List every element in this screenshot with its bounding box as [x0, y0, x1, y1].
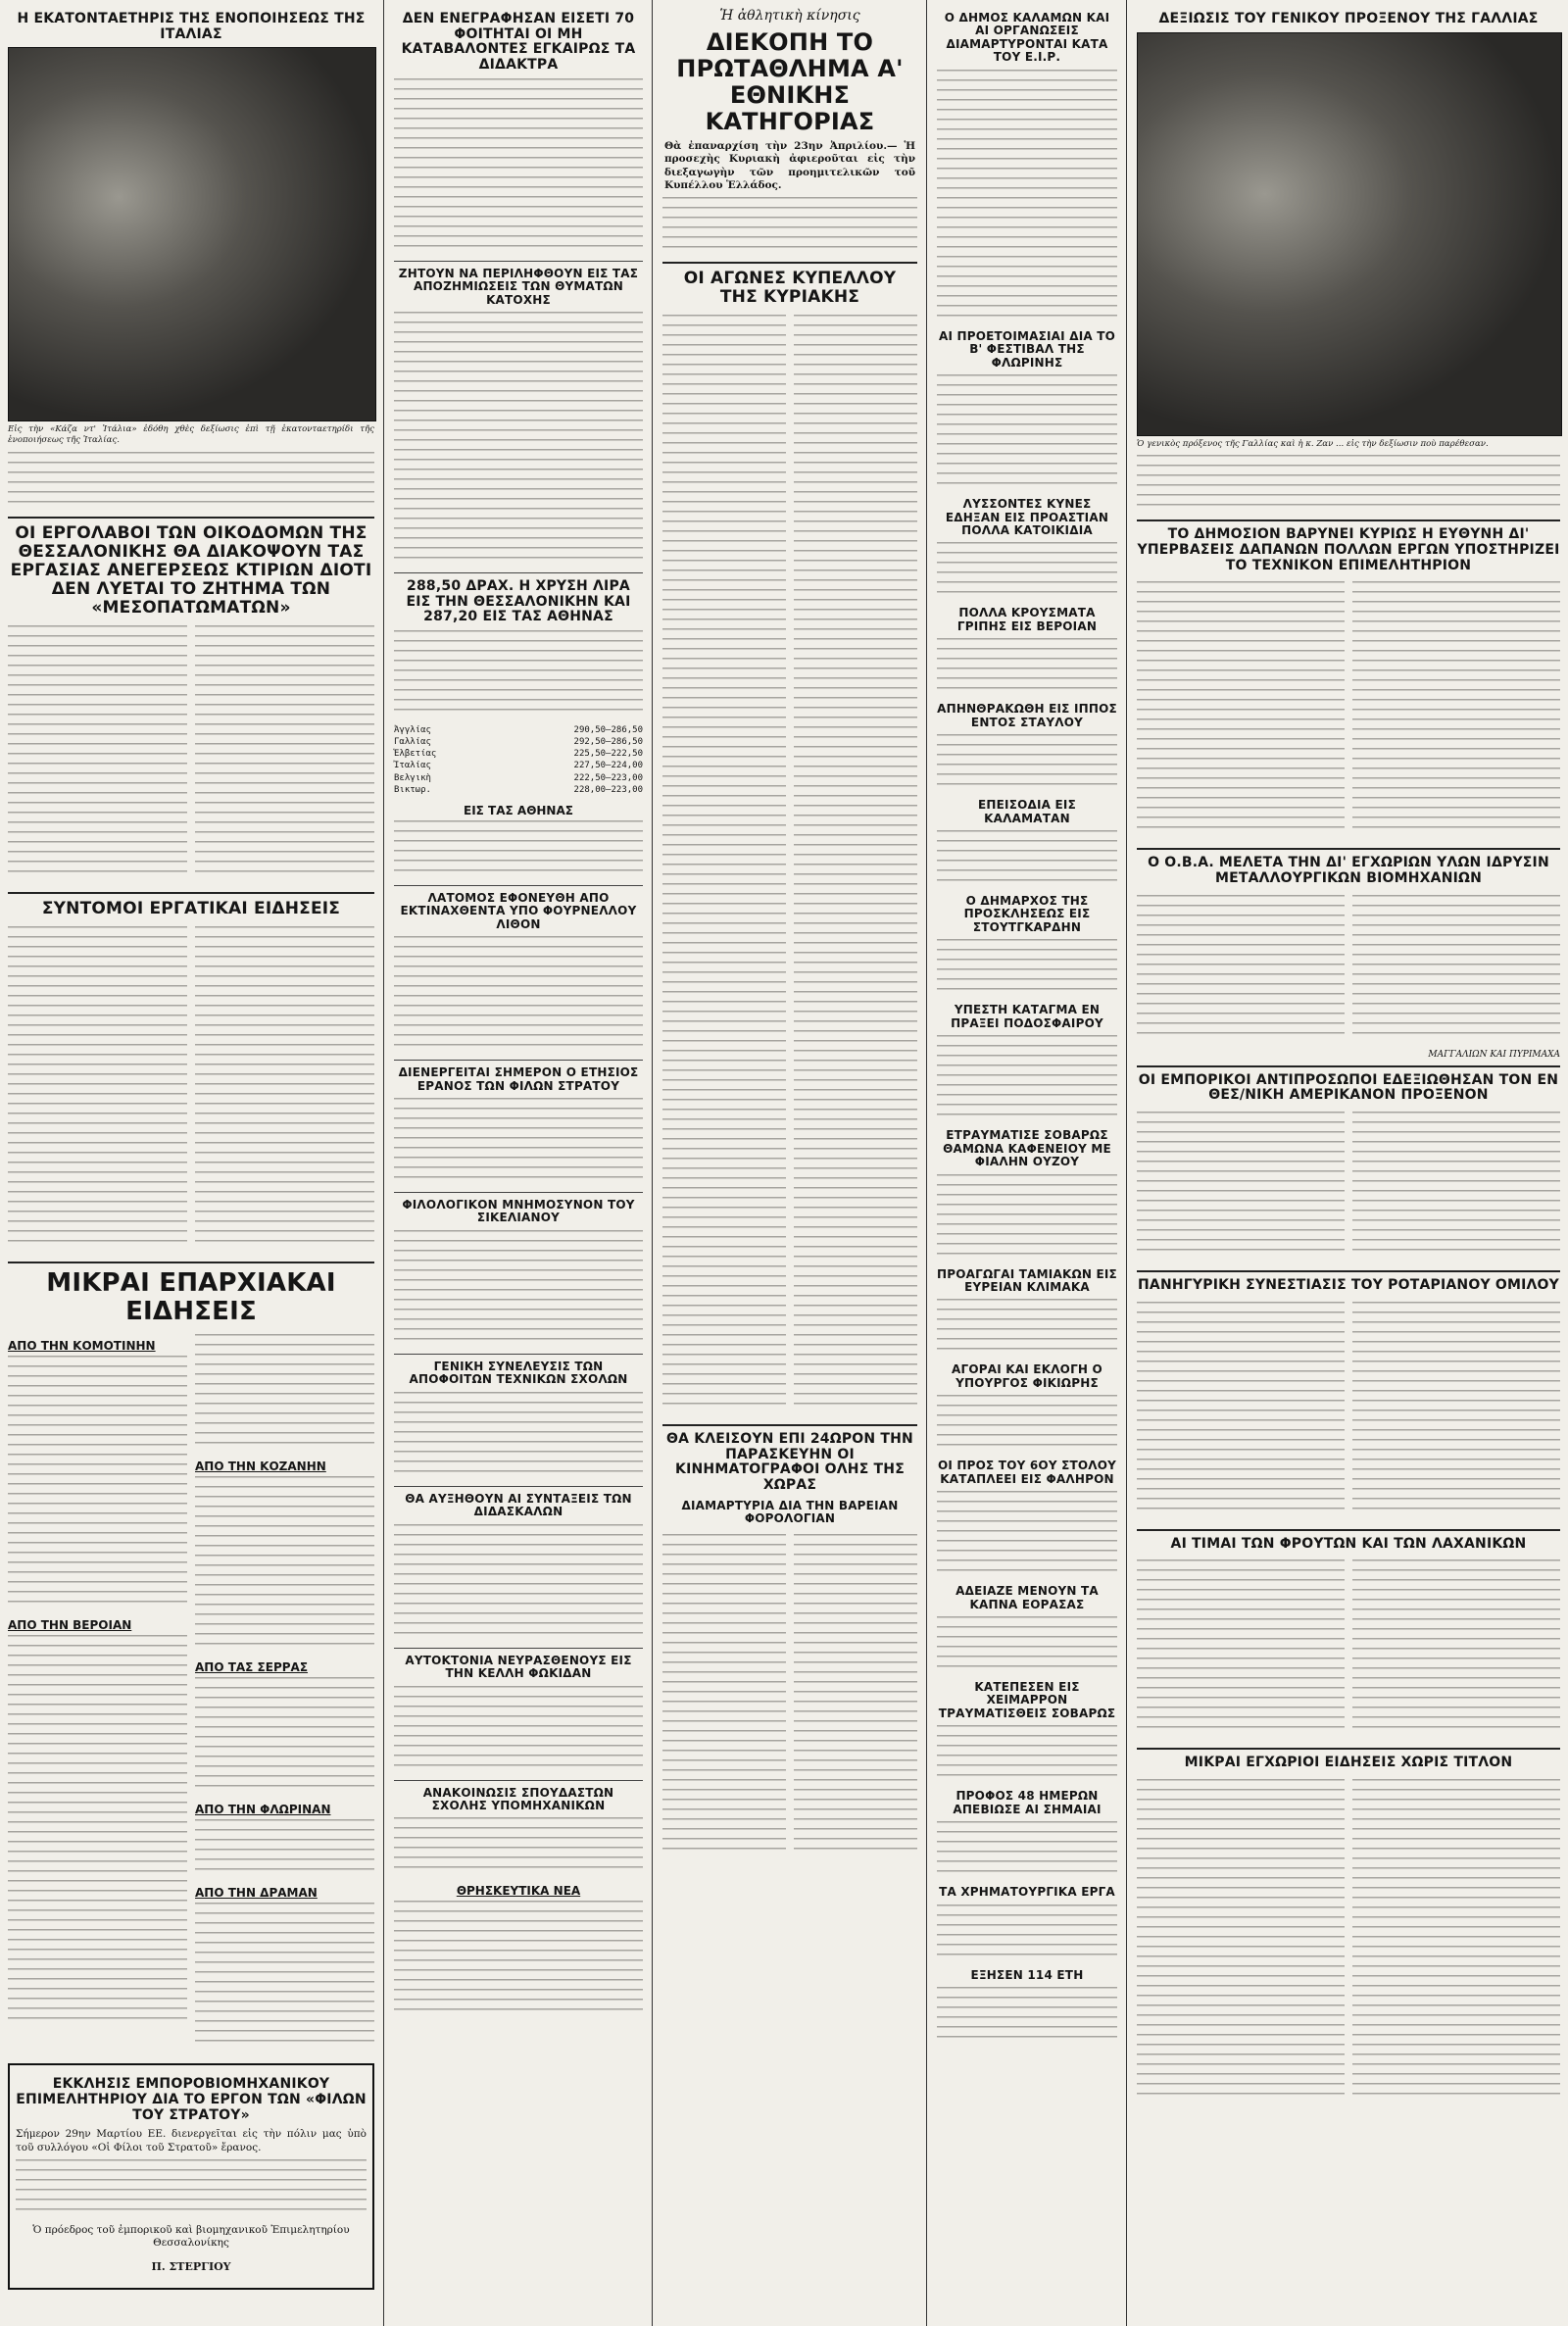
article-text	[937, 1987, 1117, 2046]
headline-oba: Ο Ο.Β.Α. ΜΕΛΕΤΑ ΤΗΝ ΔΙ' ΕΓΧΩΡΙΩΝ ΥΛΩΝ ΙΔΡΥΣΙΝ ΜΕΤΑΛΛΟΥΡΓΙΚΩΝ ΒΙΟΜΗΧΑΝΙΩΝ	[1148, 855, 1549, 887]
article-text	[937, 638, 1117, 697]
headline-rotary: ΠΑΝΗΓΥΡΙΚΗ ΣΥΝΕΣΤΙΑΣΙΣ ΤΟΥ ΡΟΤΑΡΙΑΝΟΥ ΟΜΙΛΟΥ	[1138, 1277, 1559, 1294]
article-text	[937, 939, 1117, 998]
article-text	[662, 315, 786, 1412]
headline-strike: ΠΡΟΦΟΣ 48 ΗΜΕΡΩΝ ΑΠΕΒΙΩΣΕ ΑΙ ΣΗΜΑΙΑΙ	[953, 1789, 1102, 1816]
article-text	[1352, 581, 1560, 836]
subhead-serres: ΑΠΟ ΤΑΣ ΣΕΡΡΑΣ	[195, 1660, 309, 1675]
headline-money: ΤΑ ΧΡΗΜΑΤΟΥΡΓΙΚΑ ΕΡΓΑ	[939, 1885, 1115, 1900]
article-text	[1352, 1302, 1560, 1517]
headline-france: ΔΕΞΙΩΣΙΣ ΤΟΥ ΓΕΝΙΚΟΥ ΠΡΟΞΕΝΟΥ ΤΗΣ ΓΑΛΛΙΑΣ	[1158, 11, 1539, 26]
column-5	[1129, 0, 1568, 2326]
headline-fleet: ΟΙ ΠΡΟΣ ΤΟΥ 6ΟΥ ΣΤΟΛΟΥ ΚΑΤΑΠΛΕΕΙ ΕΙΣ ΦΑΛΗΡΟΝ	[937, 1459, 1117, 1486]
price-row: Βικτωρ. 228,00—223,00	[394, 784, 643, 795]
column-1	[0, 0, 382, 2326]
article-text	[1137, 581, 1345, 836]
headline-local: ΜΙΚΡΑΙ ΕΓΧΩΡΙΟΙ ΕΙΔΗΣΕΙΣ ΧΩΡΙΣ ΤΙΤΛΟΝ	[1184, 1755, 1513, 1771]
article-text	[8, 926, 187, 1250]
headline-injured: ΕΤΡΑΥΜΑΤΙΣΕ ΣΟΒΑΡΩΣ ΘΑΜΩΝΑ ΚΑΦΕΝΕΙΟΥ ΜΕ ΦΙΑΛΗΝ ΟΥΖΟΥ	[943, 1128, 1111, 1169]
article-text	[394, 78, 643, 255]
article-text	[1137, 1302, 1345, 1517]
sports-intro: Θὰ ἐπαναρχίση τὴν 23ην Ἀπριλίου.— Ἡ προσεχὴς Κυριακὴ ἀφιεροῦται εἰς τὴν διεξαγωγὴν τῶν προημιτελικῶν τοῦ Κυπέλλου Ἑλλάδος.	[664, 139, 915, 192]
headline-students: ΔΕΝ ΕΝΕΓΡΑΦΗΣΑΝ ΕΙΣΕΤΙ 70 ΦΟΙΤΗΤΑΙ ΟΙ ΜΗ ΚΑΤΑΒΑΛΟΝΤΕΣ ΕΓΚΑΙΡΩΣ ΤΑ ΔΙΔΑΚΤΡΑ	[401, 11, 636, 74]
headline-memorial: ΦΙΛΟΛΟΓΙΚΟΝ ΜΝΗΜΟΣΥΝΟΝ ΤΟΥ ΣΙΚΕΛΙΑΝΟΥ	[402, 1198, 635, 1225]
price-row: Ἑλβετίας 225,50—222,50	[394, 749, 643, 760]
article-text	[937, 1725, 1117, 1784]
headline-victims: ΖΗΤΟΥΝ ΝΑ ΠΕΡΙΛΗΦΘΟΥΝ ΕΙΣ ΤΑΣ ΑΠΟΖΗΜΙΩΣΕΙΣ ΤΩΝ ΘΥΜΑΤΩΝ ΚΑΤΟΧΗΣ	[398, 266, 639, 307]
headline-contractors: ΟΙ ΕΡΓΟΛΑΒΟΙ ΤΩΝ ΟΙΚΟΔΟΜΩΝ ΤΗΣ ΘΕΣΣΑΛΟΝΙΚΗΣ ΘΑ ΔΙΑΚΟΨΟΥΝ ΤΑΣ ΕΡΓΑΣΙΑΣ ΑΝΕΓΕΡΣΕΩΣ ΚΤΙΡΙΩΝ ΔΙΟΤΙ ΔΕΝ ΛΥΕΤΑΙ ΤΟ ΖΗΤΗΜΑ ΤΩΝ «ΜΕΣΟΠΑΤΩΜΑΤΩΝ»	[10, 522, 372, 618]
caption-italy: Εἰς τὴν «Κάζα ντ' Ἰτάλια» ἐδόθη χθὲς δεξίωσις ἐπὶ τῇ ἑκατονταετηρίδι τῆς ἑνοποιήσεως τῆς Ἰταλίας.	[8, 424, 374, 446]
article-contractors	[8, 622, 374, 886]
headline-reps: ΟΙ ΕΜΠΟΡΙΚΟΙ ΑΝΤΙΠΡΟΣΩΠΟΙ ΕΔΕΞΙΩΘΗΣΑΝ ΤΟΝ ΕΝ ΘΕΣ/ΝΙΚΗ ΑΜΕΡΙΚΑΝΟΝ ΠΡΟΞΕΝΟΝ	[1138, 1071, 1559, 1104]
headline-cup: ΟΙ ΑΓΩΝΕΣ ΚΥΠΕΛΛΟΥ ΤΗΣ ΚΥΡΙΑΚΗΣ	[683, 269, 897, 308]
chamber-appeal-role: Ὁ πρόεδρος τοῦ ἐμπορικοῦ καὶ βιομηχανικοῦ Ἐπιμελητηρίου Θεσσαλονίκης	[32, 2223, 350, 2249]
headline-italy: Η ΕΚΑΤΟΝΤΑΕΤΗΡΙΣ ΤΗΣ ΕΝΟΠΟΙΗΣΕΩΣ ΤΗΣ ΙΤΑΛΙΑΣ	[17, 11, 366, 42]
article-text	[394, 1524, 643, 1642]
article-text	[195, 1476, 374, 1653]
subhead-kozani: ΑΠΟ ΤΗΝ ΚΟΖΑΝΗΝ	[195, 1460, 326, 1474]
article-text	[1137, 1779, 1345, 2103]
article-text	[1137, 455, 1560, 514]
headline-suicide: ΑΥΤΟΚΤΟΝΙΑ ΝΕΥΡΑΣΘΕΝΟΥΣ ΕΙΣ ΤΗΝ ΚΕΛΛΗ ΦΩΚΙΔΑΝ	[405, 1653, 632, 1681]
headline-minister: ΑΓΟΡΑΙ ΚΑΙ ΕΚΛΟΓΗ Ο ΥΠΟΥΡΓΟΣ ΦΙΚΙΩΡΗΣ	[952, 1362, 1102, 1390]
column-3	[655, 0, 925, 2326]
article-text	[794, 315, 917, 1412]
price-row: Βελγικὴ 222,50—223,00	[394, 772, 643, 783]
article-text	[195, 1819, 374, 1878]
headline-storm: ΚΑΤΕΠΕΣΕΝ ΕΙΣ ΧΕΙΜΑΡΡΟΝ ΤΡΑΥΜΑΤΙΣΘΕΙΣ ΣΟΒΑΡΩΣ	[938, 1680, 1116, 1720]
article-text	[662, 197, 917, 256]
article-text	[937, 1174, 1117, 1262]
subhead-veria: ΑΠΟ ΤΗΝ ΒΕΡΟΙΑΝ	[8, 1618, 132, 1633]
headline-gold: 288,50 ΔΡΑΧ. Η ΧΡΥΣΗ ΛΙΡΑ ΕΙΣ ΤΗΝ ΘΕΣΣΑΛΟΝΙΚΗΝ ΚΑΙ 287,20 ΕΙΣ ΤΑΣ ΑΘΗΝΑΣ	[406, 578, 631, 625]
article-text	[662, 1534, 786, 1857]
column-2	[386, 0, 651, 2326]
subhead-athens: ΕΙΣ ΤΑΣ ΑΘΗΝΑΣ	[464, 803, 573, 817]
article-text	[8, 1356, 187, 1610]
gold-price-table	[394, 724, 643, 796]
column-rule	[926, 0, 927, 2326]
headline-kozani: ΑΔΕΙΑΖΕ ΜΕΝΟΥΝ ΤΑ ΚΑΠΝΑ ΕΟΡΑΣΑΣ	[956, 1584, 1099, 1611]
price-row: Ἰταλίας 227,50—224,00	[394, 761, 643, 771]
article-text	[394, 1817, 643, 1876]
article-text	[1352, 1112, 1560, 1259]
oba-byline: ΜΑΓΓΑΛΙΩΝ ΚΑΙ ΠΥΡΙΜΑΧΑ	[1428, 1049, 1560, 1060]
article-text	[195, 1677, 374, 1795]
article-text	[937, 1905, 1117, 1963]
chamber-appeal-signer: Π. ΣΤΕΡΓΙΟΥ	[151, 2259, 231, 2273]
headline-theft: ΑΠΗΝΘΡΑΚΩΘΗ ΕΙΣ ΙΠΠΟΣ ΕΝΤΟΣ ΣΤΑΥΛΟΥ	[937, 702, 1117, 729]
headline-age: ΕΞΗΣΕΝ 114 ΕΤΗ	[970, 1967, 1084, 1982]
headline-kalamata-ep: ΕΠΕΙΣΟΔΙΑ ΕΙΣ ΚΑΛΑΜΑΤΑΝ	[978, 798, 1076, 825]
article-text	[195, 1334, 374, 1452]
caption-france: Ὁ γενικὸς πρόξενος τῆς Γαλλίας καὶ ἡ κ. Ζαν ... εἰς τὴν δεξίωσιν ποὺ παρέθεσαν.	[1137, 438, 1489, 449]
article-text	[8, 625, 187, 880]
article-text	[937, 1821, 1117, 1880]
headline-tax-protest: ΔΙΑΜΑΡΤΥΡΙΑ ΔΙΑ ΤΗΝ ΒΑΡΕΙΑΝ ΦΟΡΟΛΟΓΙΑΝ	[681, 1498, 899, 1526]
headline-army: ΔΙΕΝΕΡΓΕΙΤΑΙ ΣΗΜΕΡΟΝ Ο ΕΤΗΣΙΟΣ ΕΡΑΝΟΣ ΤΩΝ ΦΙΛΩΝ ΣΤΡΑΤΟΥ	[398, 1065, 639, 1093]
headline-provincial: ΜΙΚΡΑΙ ΕΠΑΡΧΙΑΚΑΙ ΕΙΔΗΣΕΙΣ	[46, 1268, 336, 1327]
subhead-drama: ΑΠΟ ΤΗΝ ΔΡΑΜΑΝ	[195, 1886, 318, 1901]
photo-france-reception	[1137, 32, 1562, 436]
headline-festival: ΑΙ ΠΡΟΕΤΟΙΜΑΣΙΑΙ ΔΙΑ ΤΟ Β' ΦΕΣΤΙΒΑΛ ΤΗΣ ΦΛΩΡΙΝΗΣ	[938, 328, 1116, 370]
photo-italy-reception	[8, 47, 376, 421]
column-4	[929, 0, 1125, 2326]
section-kicker: Ἡ ἀθλητικὴ κίνησις	[719, 8, 860, 24]
headline-tech: ΓΕΝΙΚΗ ΣΥΝΕΛΕΥΣΙΣ ΤΩΝ ΑΠΟΦΟΙΤΩΝ ΤΕΧΝΙΚΩΝ ΣΧΟΛΩΝ	[409, 1359, 628, 1387]
headline-promotions: ΠΡΟΑΓΩΓΑΙ ΤΑΜΙΑΚΩΝ ΕΙΣ ΕΥΡΕΙΑΝ ΚΛΙΜΑΚΑ	[937, 1266, 1117, 1294]
subhead-komotini: ΑΠΟ ΤΗΝ ΚΟΜΟΤΙΝΗΝ	[8, 1339, 156, 1354]
article-text	[394, 936, 643, 1054]
article-text	[8, 452, 374, 511]
article-text	[195, 926, 374, 1250]
article-text	[394, 1686, 643, 1774]
headline-cinemas: ΘΑ ΚΛΕΙΣΟΥΝ ΕΠΙ 24ΩΡΟΝ ΤΗΝ ΠΑΡΑΣΚΕΥΗΝ ΟΙ ΚΙΝΗΜΑΤΟΓΡΑΦΟΙ ΟΛΗΣ ΤΗΣ ΧΩΡΑΣ	[666, 1431, 913, 1494]
article-text	[937, 830, 1117, 889]
article-text	[1352, 1779, 1560, 2103]
article-text	[937, 1395, 1117, 1454]
chamber-appeal-box	[8, 2063, 374, 2290]
headline-labor-news: ΣΥΝΤΟΜΟΙ ΕΡΓΑΤΙΚΑΙ ΕΙΔΗΣΕΙΣ	[41, 898, 341, 918]
article-text	[394, 312, 643, 567]
headline-teachers: ΘΑ ΑΥΞΗΘΟΥΝ ΑΙ ΣΥΝΤΑΞΕΙΣ ΤΩΝ ΔΙΔΑΣΚΑΛΩΝ	[405, 1491, 632, 1519]
article-text	[195, 625, 374, 880]
article-text	[394, 1392, 643, 1480]
subhead-news: ΘΡΗΣΚΕΥΤΙΚΑ ΝΕΑ	[456, 1884, 581, 1899]
article-text	[394, 1230, 643, 1348]
headline-football: ΥΠΕΣΤΗ ΚΑΤΑΓΜΑ ΕΝ ΠΡΑΞΕΙ ΠΟΔΟΣΦΑΙΡΟΥ	[951, 1003, 1103, 1030]
column-rule	[652, 0, 653, 2326]
article-text	[937, 1491, 1117, 1579]
headline-chamber-appeal: ΕΚΚΛΗΣΙΣ ΕΜΠΟΡΟΒΙΟΜΗΧΑΝΙΚΟΥ ΕΠΙΜΕΛΗΤΗΡΙΟΥ ΔΙΑ ΤΟ ΕΡΓΟΝ ΤΩΝ «ΦΙΛΩΝ ΤΟΥ ΣΤΡΑΤΟΥ»	[16, 2076, 367, 2123]
article-text	[937, 1035, 1117, 1123]
price-row: Γαλλίας 292,50—286,50	[394, 737, 643, 748]
article-text	[937, 542, 1117, 601]
headline-fruit: ΑΙ ΤΙΜΑΙ ΤΩΝ ΦΡΟΥΤΩΝ ΚΑΙ ΤΩΝ ΛΑΧΑΝΙΚΩΝ	[1170, 1535, 1527, 1552]
headline-mayor: Ο ΔΗΜΑΡΧΟΣ ΤΗΣ ΠΡΟΣΚΛΗΣΕΩΣ ΕΙΣ ΣΤΟΥΤΓΚΑΡΔΗΝ	[963, 894, 1091, 934]
article-text	[937, 70, 1117, 324]
headline-dogs: ΛΥΣΣΟΝΤΕΣ ΚΥΝΕΣ ΕΔΗΞΑΝ ΕΙΣ ΠΡΟΑΣΤΙΑΝ ΠΟΛΛΑ ΚΑΤΟΙΚΙΔΙΑ	[945, 497, 1109, 537]
headline-kalamata: Ο ΔΗΜΟΣ ΚΑΛΑΜΩΝ ΚΑΙ ΑΙ ΟΡΓΑΝΩΣΕΙΣ ΔΙΑΜΑΡΤΥΡΟΝΤΑΙ ΚΑΤΑ ΤΟΥ Ε.Ι.Ρ.	[944, 11, 1110, 65]
column-rule	[383, 0, 384, 2326]
article-text	[394, 820, 643, 879]
article-text	[1352, 1559, 1560, 1736]
chamber-appeal-text: Σήμερον 29ην Μαρτίου ΕΕ. διενεργεῖται εἰς τὴν πόλιν μας ὑπὸ τοῦ συλλόγου «Οἱ Φίλοι τοῦ Στρατοῦ» ἔρανος.	[16, 2128, 367, 2153]
headline-public-works: ΤΟ ΔΗΜΟΣΙΟΝ ΒΑΡΥΝΕΙ ΚΥΡΙΩΣ Η ΕΥΘΥΝΗ ΔΙ' ΥΠΕΡΒΑΣΕΙΣ ΔΑΠΑΝΩΝ ΠΟΛΛΩΝ ΕΡΓΩΝ ΥΠΟΣΤΗΡΙΖΕΙ ΤΟ ΤΕΧΝΙΚΟΝ ΕΠΙΜΕΛΗΤΗΡΙΟΝ	[1137, 526, 1560, 573]
headline-stone: ΛΑΤΟΜΟΣ ΕΦΟΝΕΥΘΗ ΑΠΟ ΕΚΤΙΝΑΧΘΕΝΤΑ ΥΠΟ ΦΟΥΡΝΕΛΛΟΥ ΛΙΘΟΝ	[400, 890, 637, 931]
article-text	[16, 2159, 367, 2218]
article-text	[394, 1901, 643, 2018]
article-text	[937, 1299, 1117, 1358]
headline-flu: ΠΟΛΛΑ ΚΡΟΥΣΜΑΤΑ ΓΡΙΠΗΣ ΕΙΣ ΒΕΡΟΙΑΝ	[956, 606, 1098, 633]
article-text	[1352, 895, 1560, 1042]
article-text	[937, 374, 1117, 492]
subhead-florina: ΑΠΟ ΤΗΝ ΦΛΩΡΙΝΑΝ	[195, 1803, 331, 1817]
article-text	[1137, 1112, 1345, 1259]
price-row: Ἀγγλίας 290,50—286,50	[394, 725, 643, 736]
article-text	[1137, 1559, 1345, 1736]
article-text	[937, 1616, 1117, 1675]
article-text	[794, 1534, 917, 1857]
column-rule	[1126, 0, 1127, 2326]
headline-officers: ΑΝΑΚΟΙΝΩΣΙΣ ΣΠΟΥΔΑΣΤΩΝ ΣΧΟΛΗΣ ΥΠΟΜΗΧΑΝΙΚΩΝ	[422, 1785, 614, 1812]
article-text	[195, 1903, 374, 2050]
headline-sports: ΔΙΕΚΟΠΗ ΤΟ ΠΡΩΤΑΘΛΗΜΑ Α' ΕΘΝΙΚΗΣ ΚΑΤΗΓΟΡΙΑΣ	[676, 28, 904, 135]
article-text	[394, 630, 643, 718]
article-text	[8, 1635, 187, 2027]
article-text	[394, 1098, 643, 1186]
article-text	[1137, 895, 1345, 1042]
article-text	[937, 734, 1117, 793]
